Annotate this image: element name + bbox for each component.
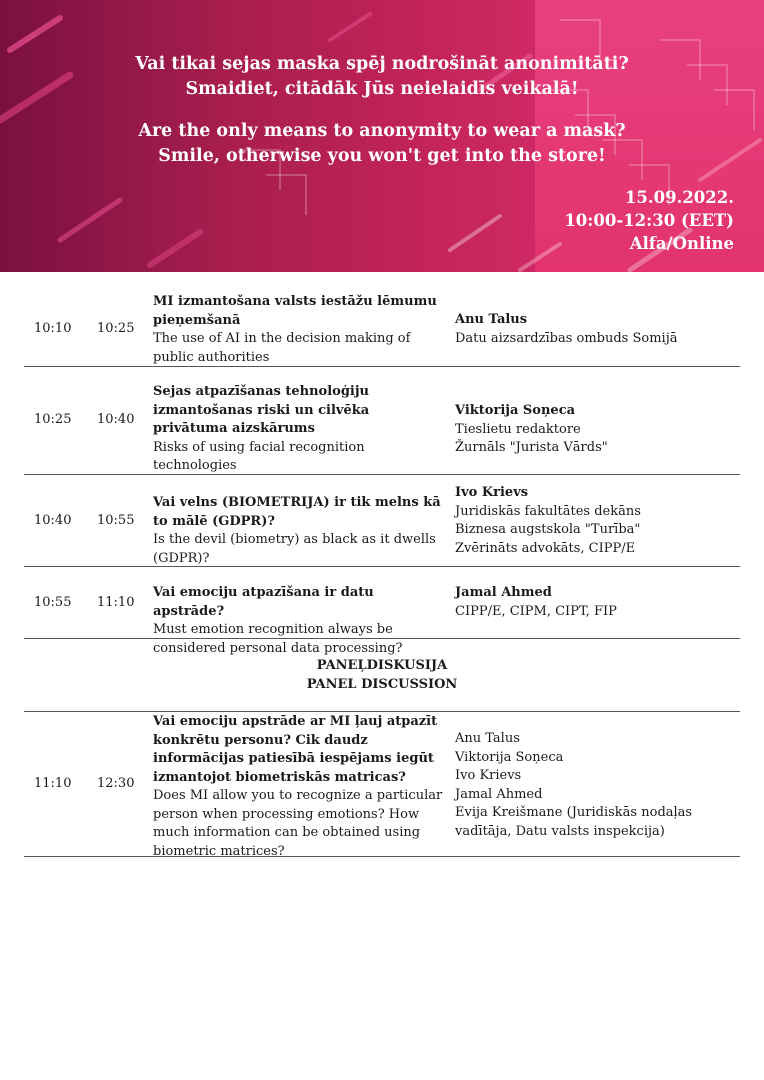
session-speaker — [455, 584, 740, 621]
panel-speaker: Jamal Ahmed — [455, 786, 543, 802]
end-time: 11:10 — [97, 595, 135, 610]
agenda-row — [24, 566, 740, 656]
start-time: 10:10 — [34, 321, 72, 336]
topic-lv: Sejas atpazīšanas tehnoloģiju izmantošanas riski un cilvēka privātuma aizskārums — [153, 384, 370, 436]
panel-title-lv: PANEĻDISKUSIJA — [316, 658, 448, 673]
banner-title-en-1: Are the only means to anonymity to wear a mask? — [138, 121, 626, 141]
session-topic — [153, 293, 448, 367]
session-topic — [153, 494, 448, 568]
end-time: 10:25 — [97, 321, 135, 336]
topic-en: Must emotion recognition always be considered personal data processing? — [153, 622, 403, 656]
session-speaker — [455, 484, 740, 558]
start-time: 10:55 — [34, 595, 72, 610]
speaker-info: CIPP/E, CIPM, CIPT, FIP — [455, 603, 617, 619]
speaker-info: Datu aizsardzības ombuds Somijā — [455, 330, 678, 346]
event-location: Alfa/Online — [629, 234, 734, 253]
topic-lv: Vai emociju apstrāde ar MI ļauj atpazīt konkrētu personu? Cik daudz informācijas patiesībā iespējams iegūt izmantojot biometriskās matricas? — [153, 714, 438, 785]
panel-topic — [153, 713, 448, 861]
panel-speaker: Ivo Krievs — [455, 768, 522, 783]
topic-en: The use of AI in the decision making of public authorities — [153, 331, 411, 365]
topic-lv: MI izmantošana valsts iestāžu lēmumu pieņemšanā — [153, 294, 437, 328]
speaker-info: Tieslietu redaktore — [455, 421, 581, 437]
panel-speaker: Anu Talus — [455, 731, 520, 746]
panel-speaker: Evija Kreišmane (Juridiskās nodaļas vadītāja, Datu valsts inspekcija) — [455, 805, 693, 839]
speaker-name: Jamal Ahmed — [455, 585, 552, 600]
start-time: 10:40 — [34, 513, 72, 528]
agenda-row — [24, 290, 740, 367]
session-topic — [153, 584, 448, 658]
event-time: 10:00-12:30 (EET) — [564, 211, 734, 230]
panel-title-en: PANEL DISCUSSION — [306, 677, 458, 692]
agenda-row — [24, 474, 740, 567]
topic-en: Does MI allow you to recognize a particular person when processing emotions? How much information can be obtained using biometric matrices? — [153, 788, 443, 859]
speaker-info: Žurnāls "Jurista Vārds" — [455, 440, 608, 455]
event-date: 15.09.2022. — [624, 188, 734, 207]
topic-lv: Vai velns (BIOMETRIJA) ir tik melns kā to mālē (GDPR)? — [153, 495, 441, 529]
topic-lv: Vai emociju atpazīšana ir datu apstrāde? — [153, 585, 374, 619]
end-time: 10:40 — [97, 412, 135, 427]
panel-speaker: Viktorija Soņeca — [455, 749, 564, 765]
session-speaker — [455, 311, 740, 348]
banner-title-lv-2: Smaidiet, citādāk Jūs neielaidīs veikalā! — [185, 79, 579, 99]
session-topic — [153, 383, 448, 476]
agenda-row — [24, 366, 740, 475]
speaker-info: Biznesa augstskola "Turība" — [455, 522, 641, 537]
speaker-name: Ivo Krievs — [455, 485, 529, 500]
banner-title-en-2: Smile, otherwise you won't get into the store! — [158, 146, 606, 166]
banner-title-lv-1: Vai tikai sejas maska spēj nodrošināt anonimitāti? — [135, 54, 629, 74]
topic-en: Risks of using facial recognition technologies — [153, 439, 365, 473]
session-speaker — [455, 402, 740, 458]
speaker-info: Juridiskās fakultātes dekāns — [455, 503, 641, 519]
speaker-name: Viktorija Soņeca — [455, 403, 576, 418]
speaker-name: Anu Talus — [455, 312, 528, 327]
start-time: 10:25 — [34, 412, 72, 427]
end-time: 10:55 — [97, 513, 135, 528]
speaker-info: Zvērināts advokāts, CIPP/E — [455, 540, 636, 556]
header-banner — [0, 0, 764, 272]
end-time: 12:30 — [97, 776, 135, 791]
panel-speakers — [455, 730, 740, 841]
start-time: 11:10 — [34, 776, 72, 791]
panel-row — [24, 712, 740, 857]
topic-en: Is the devil (biometry) as black as it dwells (GDPR)? — [153, 532, 436, 566]
